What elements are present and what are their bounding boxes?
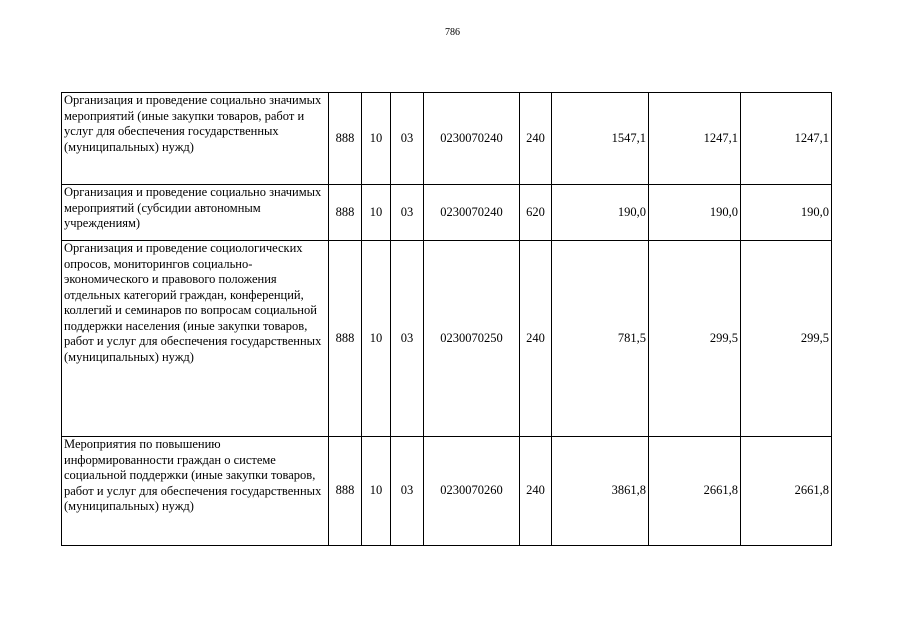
amount-cell: 1247,1 [741,93,832,185]
amount-cell: 299,5 [649,241,741,437]
target-article-code: 0230070260 [424,437,520,546]
ministry-code: 888 [329,241,362,437]
row-description: Организация и проведение социально значимых мероприятий (субсидии автономным учреждениям) [62,185,329,241]
table-row [62,185,832,241]
section-code: 10 [362,93,391,185]
row-description: Организация и проведение социально значимых мероприятий (иные закупки товаров, работ и услуг для обеспечения государственных (муниципальных) нужд) [62,93,329,185]
page-number: 786 [445,27,460,38]
amount-cell: 781,5 [552,241,649,437]
budget-table [61,92,832,546]
target-article-code: 0230070240 [424,185,520,241]
row-description: Мероприятия по повышению информированности граждан о системе социальной поддержки (иные закупки товаров, работ и услуг для обеспечения государственных (муниципальных) нужд) [62,437,329,546]
amount-cell: 190,0 [741,185,832,241]
subsection-code: 03 [391,93,424,185]
amount-cell: 299,5 [741,241,832,437]
expense-type-code: 240 [520,437,552,546]
section-code: 10 [362,241,391,437]
row-description: Организация и проведение социологических опросов, мониторингов социально-экономического и правового положения отдельных категорий граждан, конференций, коллегий и семинаров по вопросам социальной поддержки населения (иные закупки товаров, работ и услуг для обеспечения государственных (муниципальных) нужд) [62,241,329,437]
table-row [62,241,832,437]
expense-type-code: 240 [520,241,552,437]
amount-cell: 190,0 [552,185,649,241]
subsection-code: 03 [391,241,424,437]
expense-type-code: 240 [520,93,552,185]
table-row [62,93,832,185]
amount-cell: 3861,8 [552,437,649,546]
amount-cell: 1547,1 [552,93,649,185]
target-article-code: 0230070240 [424,93,520,185]
table-row [62,437,832,546]
ministry-code: 888 [329,437,362,546]
ministry-code: 888 [329,93,362,185]
amount-cell: 190,0 [649,185,741,241]
target-article-code: 0230070250 [424,241,520,437]
subsection-code: 03 [391,185,424,241]
section-code: 10 [362,437,391,546]
ministry-code: 888 [329,185,362,241]
amount-cell: 2661,8 [741,437,832,546]
expense-type-code: 620 [520,185,552,241]
section-code: 10 [362,185,391,241]
amount-cell: 2661,8 [649,437,741,546]
amount-cell: 1247,1 [649,93,741,185]
subsection-code: 03 [391,437,424,546]
